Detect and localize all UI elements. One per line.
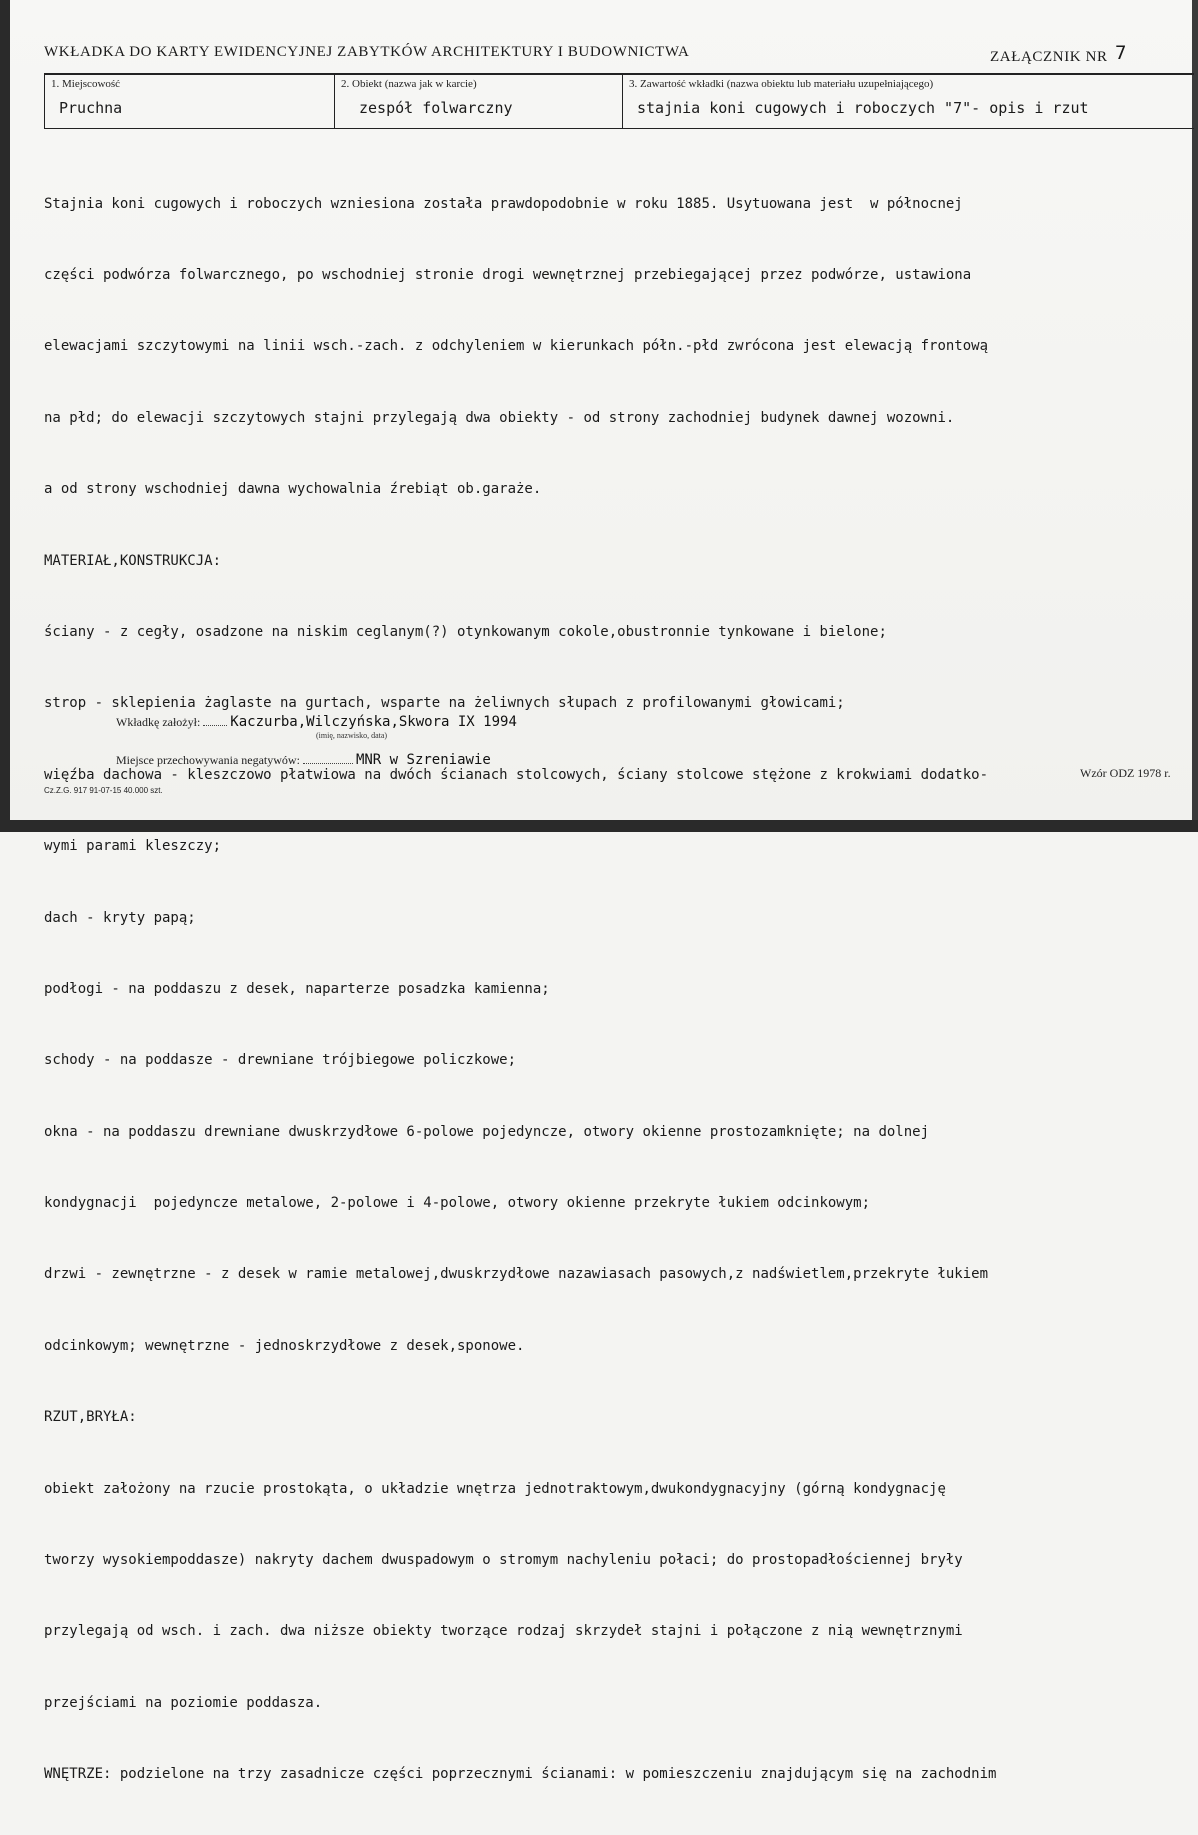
text-line: części podwórza folwarcznego, po wschodniej stronie drogi wewnętrznej przebiegającej przez podwórze, ustawiona	[44, 266, 972, 283]
form-model-note: Wzór ODZ 1978 r.	[1080, 766, 1171, 780]
negatives-storage-row	[116, 752, 491, 768]
scan-edge-left	[0, 0, 10, 832]
text-line: schody - na poddasze - drewniane trójbiegowe policzkowe;	[44, 1052, 517, 1069]
text-line: tworzy wysokiempoddasze) nakryty dachem dwuspadowym o stromym nachyleniu połaci; do prostopadłościennej bryły	[44, 1552, 963, 1569]
field-object-underline	[334, 128, 622, 129]
prepared-by-label: Wkładkę założył:	[116, 715, 201, 729]
field-contents	[622, 75, 1195, 129]
text-line: więźba dachowa - kleszczowo płatwiowa na dwóch ścianach stolcowych, ściany stolcowe stężone z krokwiami dodatko-	[44, 766, 989, 783]
field-contents-value: stajnia koni cugowych i roboczych "7"- opis i rzut	[637, 99, 1089, 117]
text-line: przylegają od wsch. i zach. dwa niższe obiekty tworzące rodzaj skrzydeł stajni i połączone z nią wewnętrznymi	[44, 1623, 963, 1640]
text-line: drzwi - zewnętrzne - z desek w ramie metalowej,dwuskrzydłowe nazawiasach pasowych,z nadświetlem,przekryte łukiem	[44, 1266, 989, 1283]
section-heading-material: MATERIAŁ,KONSTRUKCJA:	[44, 552, 222, 569]
text-line: elewacjami szczytowymi na linii wsch.-zach. z odchyleniem w kierunkach półn.-płd zwrócona jest elewacją frontową	[44, 338, 989, 355]
text-line: dach - kryty papą;	[44, 909, 196, 926]
text-line: Stajnia koni cugowych i roboczych wzniesiona została prawdopodobnie w roku 1885. Usytuowana jest w północnej	[44, 195, 963, 212]
field-contents-underline	[622, 128, 1194, 129]
prepared-by-row	[116, 714, 517, 730]
prepared-by-dots	[203, 725, 227, 726]
text-line: przejściami na poziomie poddasza.	[44, 1694, 323, 1711]
field-object-label: 2. Obiekt (nazwa jak w karcie)	[341, 78, 477, 90]
negatives-storage-value: MNR w Szreniawie	[355, 752, 491, 768]
text-line: odcinkowym; wewnętrzne - jednoskrzydłowe z desek,sponowe.	[44, 1337, 525, 1354]
annex-label: ZAŁĄCZNIK NR	[990, 49, 1108, 65]
text-line: a od strony wschodniej dawna wychowalnia źrebiąt ob.garaże.	[44, 481, 542, 498]
text-line: na płd; do elewacji szczytowych stajni przylegają dwa obiekty - od strony zachodniej budynek dawnej wozowni.	[44, 409, 955, 426]
section-heading-interior: WNĘTRZE: podzielone na trzy zasadnicze części poprzecznymi ścianami: w pomieszczeniu znajdującym się na zachodnim	[44, 1766, 997, 1783]
negatives-storage-label: Miejsce przechowywania negatywów:	[116, 753, 300, 767]
field-object-value: zespół folwarczny	[359, 99, 513, 117]
prepared-by-hint: (imię, nazwisko, data)	[316, 731, 388, 740]
text-line: ściany - z cegły, osadzone na niskim ceglanym(?) otynkowanym cokole,obustronnie tynkowane i bielone;	[44, 623, 887, 640]
field-locality-label: 1. Miejscowość	[51, 78, 121, 90]
field-object	[334, 75, 623, 129]
section-heading-plan: RZUT,BRYŁA:	[44, 1409, 137, 1426]
annex-number: 7	[1114, 42, 1128, 64]
text-line: podłogi - na poddaszu z desek, naparterze posadzka kamienna;	[44, 980, 550, 997]
prepared-by-value: Kaczurba,Wilczyńska,Skwora IX 1994	[230, 714, 517, 730]
text-line: obiekt założony na rzucie prostokąta, o układzie wnętrza jednotraktowym,dwukondygnacyjny (górną kondygnację	[44, 1480, 946, 1497]
field-locality	[44, 75, 335, 129]
field-contents-label: 3. Zawartość wkładki (nazwa obiektu lub materiału uzupełniającego)	[629, 78, 934, 90]
text-line: wymi parami kleszczy;	[44, 838, 222, 855]
field-locality-underline	[44, 128, 334, 129]
text-line: strop - sklepienia żaglaste na gurtach, wsparte na żeliwnych słupach z profilowanymi głowicami;	[44, 695, 845, 712]
text-line: okna - na poddaszu drewniane dwuskrzydłowe 6-polowe pojedyncze, otwory okienne prostozamknięte; na dolnej	[44, 1123, 930, 1140]
fields-row	[44, 75, 1194, 129]
field-locality-value: Pruchna	[59, 99, 123, 117]
negatives-storage-dots	[303, 763, 353, 764]
annex-label-group	[990, 44, 1127, 66]
print-code: Cz.Z.G. 917 91-07-15 40.000 szt.	[44, 786, 163, 795]
text-line: kondygnacji pojedyncze metalowe, 2-polowe i 4-polowe, otwory okienne przekryte łukiem odcinkowym;	[44, 1195, 871, 1212]
form-title: WKŁADKA DO KARTY EWIDENCYJNEJ ZABYTKÓW ARCHITEKTURY I BUDOWNICTWA	[44, 44, 690, 60]
